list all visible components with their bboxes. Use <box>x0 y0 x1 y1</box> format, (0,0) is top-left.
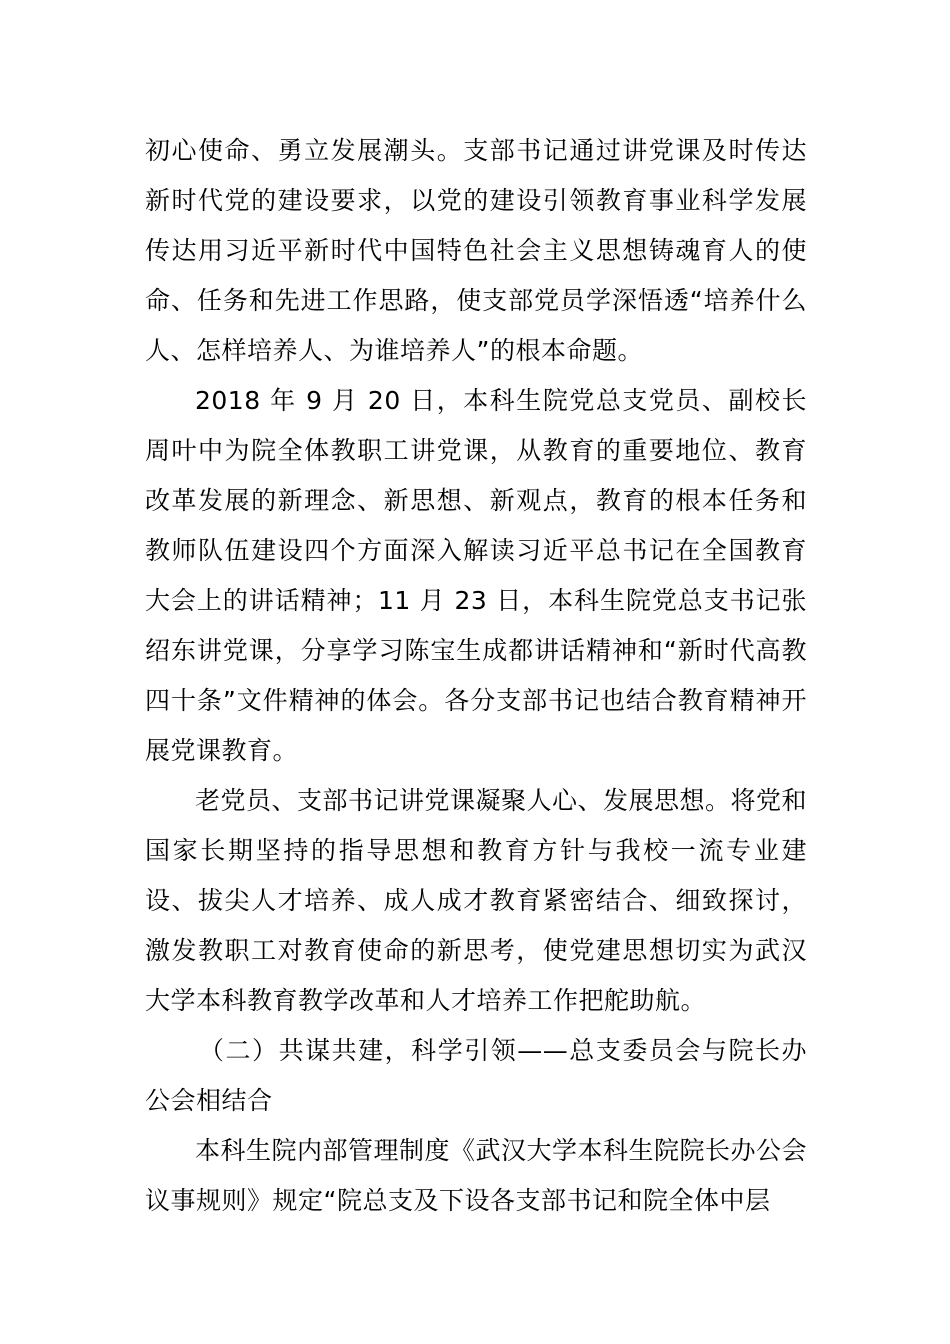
paragraph-1: 初心使命、勇立发展潮头。支部书记通过讲党课及时传达新时代党的建设要求，以党的建设引领教育事业科学发展传达用习近平新时代中国特色社会主义思想铸魂育人的使命、任务和先进工作思路，使支部党员学深悟透“培养什么人、怎样培养人、为谁培养人”的根本命题。 <box>145 136 807 365</box>
document-body <box>145 126 807 1226</box>
paragraph-3: 老党员、支部书记讲党课凝聚人心、发展思想。将党和国家长期坚持的指导思想和教育方针与我校一流专业建设、拔尖人才培养、成人成才教育紧密结合、细致探讨，激发教职工对教育使命的新思考，使党建思想切实为武汉大学本科教育教学改革和人才培养工作把舵助航。 <box>145 786 808 1015</box>
paragraph-4: 本科生院内部管理制度《武汉大学本科生院院长办公会议事规则》规定“院总支及下设各支部书记和院全体中层 <box>145 1136 808 1215</box>
paragraph-2: 2018 年 9 月 20 日，本科生院党总支党员、副校长周叶中为院全体教职工讲党课，从教育的重要地位、教育改革发展的新理念、新思想、新观点，教育的根本任务和教师队伍建设四个方面深入解读习近平总书记在全国教育大会上的讲话精神；11 月 23 日，本科生院党总支书记张绍东讲党课，分享学习陈宝生成都讲话精神和“新时代高教四十条”文件精神的体会。各分支部书记也结合教育精神开展党课教育。 <box>145 386 807 765</box>
section-heading: （二）共谋共建，科学引领——总支委员会与院长办公会相结合 <box>145 1036 807 1115</box>
